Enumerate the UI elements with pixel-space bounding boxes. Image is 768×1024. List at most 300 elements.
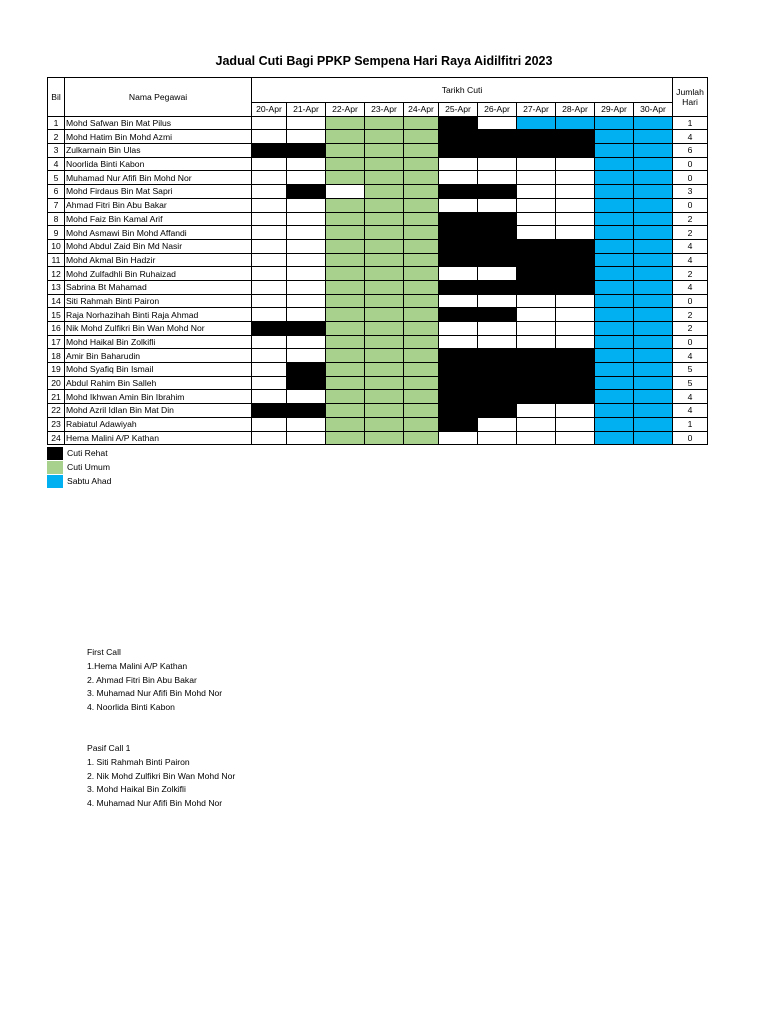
cuti-umum-cell bbox=[365, 144, 404, 158]
leave-schedule-table bbox=[47, 77, 708, 445]
sabtu-ahad-cell bbox=[634, 404, 673, 418]
sabtu-ahad-cell bbox=[595, 226, 634, 240]
cuti-umum-cell bbox=[326, 390, 365, 404]
cuti-rehat-cell bbox=[556, 239, 595, 253]
cuti-umum-cell bbox=[365, 363, 404, 377]
employee-name: Hema Malini A/P Kathan bbox=[65, 431, 252, 445]
empty-day-cell bbox=[252, 116, 287, 130]
sabtu-ahad-cell bbox=[634, 157, 673, 171]
cuti-rehat-cell bbox=[439, 417, 478, 431]
legend-item bbox=[47, 446, 111, 460]
empty-day-cell bbox=[556, 322, 595, 336]
empty-day-cell bbox=[252, 239, 287, 253]
empty-day-cell bbox=[517, 431, 556, 445]
employee-name: Siti Rahmah Binti Pairon bbox=[65, 294, 252, 308]
empty-day-cell bbox=[556, 308, 595, 322]
empty-day-cell bbox=[556, 404, 595, 418]
empty-day-cell bbox=[252, 294, 287, 308]
empty-day-cell bbox=[439, 171, 478, 185]
cuti-rehat-cell bbox=[478, 390, 517, 404]
empty-day-cell bbox=[556, 185, 595, 199]
table-row bbox=[48, 239, 708, 253]
cuti-rehat-cell bbox=[478, 308, 517, 322]
cuti-rehat-cell bbox=[556, 280, 595, 294]
sabtu-ahad-cell bbox=[634, 116, 673, 130]
sabtu-ahad-cell bbox=[595, 335, 634, 349]
cuti-umum-cell bbox=[404, 322, 439, 336]
employee-name: Mohd Asmawi Bin Mohd Affandi bbox=[65, 226, 252, 240]
pasif-call-item: 1. Siti Rahmah Binti Pairon bbox=[87, 756, 190, 767]
total-days: 0 bbox=[673, 335, 708, 349]
cuti-rehat-cell bbox=[556, 349, 595, 363]
cuti-umum-cell bbox=[404, 417, 439, 431]
row-number: 15 bbox=[48, 308, 65, 322]
cuti-umum-cell bbox=[365, 376, 404, 390]
cuti-umum-cell bbox=[404, 308, 439, 322]
cuti-rehat-cell bbox=[478, 239, 517, 253]
sabtu-ahad-cell bbox=[634, 390, 673, 404]
legend-item bbox=[47, 460, 111, 474]
empty-day-cell bbox=[287, 431, 326, 445]
row-number: 4 bbox=[48, 157, 65, 171]
empty-day-cell bbox=[252, 417, 287, 431]
empty-day-cell bbox=[556, 294, 595, 308]
table-row bbox=[48, 116, 708, 130]
empty-day-cell bbox=[287, 253, 326, 267]
pasif-call-item: 4. Muhamad Nur Afifi Bin Mohd Nor bbox=[87, 798, 223, 809]
sabtu-ahad-cell bbox=[595, 144, 634, 158]
first-call-item: 4. Noorlida Binti Kabon bbox=[87, 702, 175, 713]
total-days: 2 bbox=[673, 308, 708, 322]
empty-day-cell bbox=[287, 390, 326, 404]
table-row bbox=[48, 253, 708, 267]
total-days: 0 bbox=[673, 157, 708, 171]
cuti-umum-cell bbox=[404, 431, 439, 445]
date-header: 22-Apr bbox=[326, 103, 365, 117]
empty-day-cell bbox=[517, 157, 556, 171]
cuti-umum-cell bbox=[326, 376, 365, 390]
total-days: 0 bbox=[673, 294, 708, 308]
cuti-rehat-cell bbox=[517, 363, 556, 377]
employee-name: Muhamad Nur Afifi Bin Mohd Nor bbox=[65, 171, 252, 185]
sabtu-ahad-cell bbox=[595, 280, 634, 294]
cuti-umum-cell bbox=[404, 349, 439, 363]
table-row bbox=[48, 322, 708, 336]
empty-day-cell bbox=[556, 335, 595, 349]
sabtu-ahad-cell bbox=[634, 280, 673, 294]
employee-name: Amir Bin Baharudin bbox=[65, 349, 252, 363]
empty-day-cell bbox=[252, 363, 287, 377]
cuti-rehat-cell bbox=[252, 322, 287, 336]
sabtu-ahad-cell bbox=[595, 198, 634, 212]
cuti-rehat-cell bbox=[439, 376, 478, 390]
cuti-umum-cell bbox=[365, 349, 404, 363]
table-row bbox=[48, 157, 708, 171]
cuti-umum-cell bbox=[326, 294, 365, 308]
table-row bbox=[48, 404, 708, 418]
empty-day-cell bbox=[478, 322, 517, 336]
row-number: 16 bbox=[48, 322, 65, 336]
cuti-rehat-cell bbox=[252, 404, 287, 418]
cuti-rehat-cell bbox=[517, 267, 556, 281]
legend-swatch bbox=[47, 447, 63, 460]
cuti-umum-cell bbox=[365, 390, 404, 404]
empty-day-cell bbox=[517, 308, 556, 322]
table-row bbox=[48, 390, 708, 404]
cuti-umum-cell bbox=[326, 417, 365, 431]
cuti-umum-cell bbox=[326, 212, 365, 226]
table-row bbox=[48, 130, 708, 144]
cuti-rehat-cell bbox=[439, 144, 478, 158]
empty-day-cell bbox=[252, 198, 287, 212]
row-number: 23 bbox=[48, 417, 65, 431]
cuti-umum-cell bbox=[404, 267, 439, 281]
cuti-umum-cell bbox=[365, 431, 404, 445]
cuti-umum-cell bbox=[365, 212, 404, 226]
empty-day-cell bbox=[252, 226, 287, 240]
total-days: 4 bbox=[673, 404, 708, 418]
date-header: 23-Apr bbox=[365, 103, 404, 117]
cuti-rehat-cell bbox=[556, 267, 595, 281]
cuti-rehat-cell bbox=[517, 239, 556, 253]
row-number: 21 bbox=[48, 390, 65, 404]
table-row bbox=[48, 349, 708, 363]
employee-name: Rabiatul Adawiyah bbox=[65, 417, 252, 431]
cuti-umum-cell bbox=[404, 130, 439, 144]
empty-day-cell bbox=[287, 308, 326, 322]
cuti-umum-cell bbox=[326, 431, 365, 445]
cuti-umum-cell bbox=[365, 198, 404, 212]
cuti-rehat-cell bbox=[517, 376, 556, 390]
first-call-item: 3. Muhamad Nur Afifi Bin Mohd Nor bbox=[87, 688, 223, 699]
cuti-rehat-cell bbox=[478, 376, 517, 390]
row-number: 11 bbox=[48, 253, 65, 267]
empty-day-cell bbox=[252, 376, 287, 390]
cuti-umum-cell bbox=[326, 226, 365, 240]
date-header: 20-Apr bbox=[252, 103, 287, 117]
table-row bbox=[48, 267, 708, 281]
cuti-umum-cell bbox=[404, 376, 439, 390]
sabtu-ahad-cell bbox=[634, 185, 673, 199]
empty-day-cell bbox=[478, 335, 517, 349]
empty-day-cell bbox=[252, 253, 287, 267]
total-days: 4 bbox=[673, 390, 708, 404]
cuti-umum-cell bbox=[326, 130, 365, 144]
cuti-umum-cell bbox=[404, 294, 439, 308]
total-days: 0 bbox=[673, 431, 708, 445]
cuti-rehat-cell bbox=[287, 322, 326, 336]
date-header: 26-Apr bbox=[478, 103, 517, 117]
cuti-rehat-cell bbox=[556, 390, 595, 404]
cuti-umum-cell bbox=[404, 171, 439, 185]
employee-name: Mohd Safwan Bin Mat Pilus bbox=[65, 116, 252, 130]
cuti-umum-cell bbox=[365, 322, 404, 336]
legend-swatch bbox=[47, 461, 63, 474]
date-header: 30-Apr bbox=[634, 103, 673, 117]
cuti-rehat-cell bbox=[439, 130, 478, 144]
cuti-umum-cell bbox=[326, 404, 365, 418]
cuti-rehat-cell bbox=[556, 376, 595, 390]
sabtu-ahad-cell bbox=[634, 239, 673, 253]
cuti-umum-cell bbox=[404, 390, 439, 404]
total-days: 5 bbox=[673, 376, 708, 390]
cuti-rehat-cell bbox=[478, 144, 517, 158]
cuti-umum-cell bbox=[404, 185, 439, 199]
empty-day-cell bbox=[252, 212, 287, 226]
empty-day-cell bbox=[252, 267, 287, 281]
cuti-umum-cell bbox=[404, 212, 439, 226]
sabtu-ahad-cell bbox=[634, 130, 673, 144]
total-days: 4 bbox=[673, 130, 708, 144]
empty-day-cell bbox=[287, 239, 326, 253]
empty-day-cell bbox=[517, 294, 556, 308]
total-days: 1 bbox=[673, 116, 708, 130]
empty-day-cell bbox=[439, 322, 478, 336]
cuti-umum-cell bbox=[365, 185, 404, 199]
sabtu-ahad-cell bbox=[595, 417, 634, 431]
sabtu-ahad-cell bbox=[595, 431, 634, 445]
cuti-rehat-cell bbox=[517, 130, 556, 144]
empty-day-cell bbox=[252, 390, 287, 404]
sabtu-ahad-cell bbox=[634, 308, 673, 322]
sabtu-ahad-cell bbox=[595, 253, 634, 267]
empty-day-cell bbox=[252, 185, 287, 199]
empty-day-cell bbox=[252, 335, 287, 349]
row-number: 12 bbox=[48, 267, 65, 281]
sabtu-ahad-cell bbox=[595, 130, 634, 144]
empty-day-cell bbox=[287, 157, 326, 171]
empty-day-cell bbox=[287, 280, 326, 294]
employee-name: Mohd Hatim Bin Mohd Azmi bbox=[65, 130, 252, 144]
table-row bbox=[48, 363, 708, 377]
total-days: 0 bbox=[673, 198, 708, 212]
cuti-umum-cell bbox=[365, 171, 404, 185]
empty-day-cell bbox=[287, 212, 326, 226]
empty-day-cell bbox=[478, 198, 517, 212]
cuti-umum-cell bbox=[404, 363, 439, 377]
empty-day-cell bbox=[517, 171, 556, 185]
cuti-rehat-cell bbox=[439, 226, 478, 240]
row-number: 9 bbox=[48, 226, 65, 240]
empty-day-cell bbox=[287, 130, 326, 144]
sabtu-ahad-cell bbox=[595, 349, 634, 363]
cuti-umum-cell bbox=[326, 363, 365, 377]
cuti-umum-cell bbox=[404, 253, 439, 267]
table-row bbox=[48, 280, 708, 294]
row-number: 18 bbox=[48, 349, 65, 363]
cuti-rehat-cell bbox=[478, 404, 517, 418]
pasif-call-heading: Pasif Call 1 bbox=[87, 743, 131, 753]
table-row bbox=[48, 417, 708, 431]
sabtu-ahad-cell bbox=[595, 390, 634, 404]
empty-day-cell bbox=[478, 431, 517, 445]
sabtu-ahad-cell bbox=[634, 349, 673, 363]
empty-day-cell bbox=[556, 212, 595, 226]
employee-name: Mohd Syafiq Bin Ismail bbox=[65, 363, 252, 377]
cuti-rehat-cell bbox=[287, 144, 326, 158]
total-days: 3 bbox=[673, 185, 708, 199]
cuti-umum-cell bbox=[365, 157, 404, 171]
empty-day-cell bbox=[252, 280, 287, 294]
table-row bbox=[48, 376, 708, 390]
employee-name: Mohd Faiz Bin Kamal Arif bbox=[65, 212, 252, 226]
employee-name: Mohd Azril Idlan Bin Mat Din bbox=[65, 404, 252, 418]
cuti-umum-cell bbox=[326, 322, 365, 336]
legend-item bbox=[47, 474, 111, 488]
cuti-umum-cell bbox=[365, 308, 404, 322]
date-header: 28-Apr bbox=[556, 103, 595, 117]
cuti-rehat-cell bbox=[287, 376, 326, 390]
empty-day-cell bbox=[439, 431, 478, 445]
empty-day-cell bbox=[478, 116, 517, 130]
sabtu-ahad-cell bbox=[517, 116, 556, 130]
cuti-umum-cell bbox=[326, 198, 365, 212]
row-number: 17 bbox=[48, 335, 65, 349]
row-number: 13 bbox=[48, 280, 65, 294]
total-days: 4 bbox=[673, 349, 708, 363]
cuti-umum-cell bbox=[365, 335, 404, 349]
sabtu-ahad-cell bbox=[634, 171, 673, 185]
cuti-rehat-cell bbox=[478, 226, 517, 240]
cuti-umum-cell bbox=[404, 335, 439, 349]
sabtu-ahad-cell bbox=[595, 404, 634, 418]
total-days: 4 bbox=[673, 239, 708, 253]
cuti-umum-cell bbox=[365, 239, 404, 253]
cuti-rehat-cell bbox=[439, 404, 478, 418]
cuti-rehat-cell bbox=[478, 253, 517, 267]
empty-day-cell bbox=[439, 335, 478, 349]
row-number: 5 bbox=[48, 171, 65, 185]
row-number: 2 bbox=[48, 130, 65, 144]
row-number: 14 bbox=[48, 294, 65, 308]
row-number: 1 bbox=[48, 116, 65, 130]
sabtu-ahad-cell bbox=[595, 267, 634, 281]
row-number: 6 bbox=[48, 185, 65, 199]
empty-day-cell bbox=[287, 335, 326, 349]
row-number: 19 bbox=[48, 363, 65, 377]
table-row bbox=[48, 335, 708, 349]
empty-day-cell bbox=[517, 226, 556, 240]
first-call-item: 2. Ahmad Fitri Bin Abu Bakar bbox=[87, 674, 197, 685]
cuti-rehat-cell bbox=[517, 349, 556, 363]
sabtu-ahad-cell bbox=[595, 308, 634, 322]
sabtu-ahad-cell bbox=[634, 253, 673, 267]
first-call-heading: First Call bbox=[87, 647, 121, 657]
date-header: 21-Apr bbox=[287, 103, 326, 117]
employee-name: Mohd Akmal Bin Hadzir bbox=[65, 253, 252, 267]
date-header: 29-Apr bbox=[595, 103, 634, 117]
cuti-umum-cell bbox=[326, 335, 365, 349]
table-row bbox=[48, 171, 708, 185]
total-days: 2 bbox=[673, 226, 708, 240]
cuti-rehat-cell bbox=[478, 185, 517, 199]
empty-day-cell bbox=[252, 157, 287, 171]
cuti-rehat-cell bbox=[517, 253, 556, 267]
empty-day-cell bbox=[517, 404, 556, 418]
sabtu-ahad-cell bbox=[556, 116, 595, 130]
empty-day-cell bbox=[556, 431, 595, 445]
total-days: 4 bbox=[673, 253, 708, 267]
employee-name: Ahmad Fitri Bin Abu Bakar bbox=[65, 198, 252, 212]
empty-day-cell bbox=[517, 198, 556, 212]
cuti-umum-cell bbox=[404, 226, 439, 240]
cuti-rehat-cell bbox=[478, 212, 517, 226]
sabtu-ahad-cell bbox=[595, 185, 634, 199]
empty-day-cell bbox=[478, 267, 517, 281]
cuti-rehat-cell bbox=[287, 404, 326, 418]
cuti-umum-cell bbox=[326, 171, 365, 185]
date-header: 27-Apr bbox=[517, 103, 556, 117]
cuti-umum-cell bbox=[326, 253, 365, 267]
cuti-rehat-cell bbox=[517, 390, 556, 404]
total-days: 1 bbox=[673, 417, 708, 431]
table-row bbox=[48, 431, 708, 445]
cuti-umum-cell bbox=[365, 253, 404, 267]
sabtu-ahad-cell bbox=[634, 294, 673, 308]
empty-day-cell bbox=[556, 171, 595, 185]
sabtu-ahad-cell bbox=[634, 431, 673, 445]
cuti-umum-cell bbox=[404, 404, 439, 418]
pasif-call-item: 3. Mohd Haikal Bin Zolkifli bbox=[87, 784, 186, 795]
empty-day-cell bbox=[439, 157, 478, 171]
cuti-rehat-cell bbox=[439, 239, 478, 253]
cuti-umum-cell bbox=[326, 308, 365, 322]
cuti-rehat-cell bbox=[439, 349, 478, 363]
empty-day-cell bbox=[478, 171, 517, 185]
row-number: 8 bbox=[48, 212, 65, 226]
cuti-umum-cell bbox=[326, 116, 365, 130]
table-row bbox=[48, 212, 708, 226]
cuti-rehat-cell bbox=[439, 116, 478, 130]
empty-day-cell bbox=[252, 130, 287, 144]
cuti-rehat-cell bbox=[517, 280, 556, 294]
total-days: 6 bbox=[673, 144, 708, 158]
empty-day-cell bbox=[287, 116, 326, 130]
header-tarikh-cuti: Tarikh Cuti bbox=[252, 78, 673, 103]
empty-day-cell bbox=[287, 171, 326, 185]
empty-day-cell bbox=[556, 417, 595, 431]
employee-name: Sabrina Bt Mahamad bbox=[65, 280, 252, 294]
empty-day-cell bbox=[439, 198, 478, 212]
empty-day-cell bbox=[287, 198, 326, 212]
header-jumlah-line1: Jumlah bbox=[676, 86, 704, 97]
table-row bbox=[48, 198, 708, 212]
employee-name: Abdul Rahim Bin Salleh bbox=[65, 376, 252, 390]
employee-name: Zulkarnain Bin Ulas bbox=[65, 144, 252, 158]
employee-name: Mohd Ikhwan Amin Bin Ibrahim bbox=[65, 390, 252, 404]
empty-day-cell bbox=[287, 294, 326, 308]
legend-label: Sabtu Ahad bbox=[67, 476, 112, 486]
sabtu-ahad-cell bbox=[595, 322, 634, 336]
cuti-umum-cell bbox=[365, 280, 404, 294]
empty-day-cell bbox=[287, 417, 326, 431]
cuti-umum-cell bbox=[326, 157, 365, 171]
first-call-section bbox=[87, 646, 222, 715]
header-bil: Bil bbox=[48, 78, 65, 117]
table-row bbox=[48, 308, 708, 322]
sabtu-ahad-cell bbox=[634, 212, 673, 226]
table-row bbox=[48, 185, 708, 199]
cuti-rehat-cell bbox=[439, 390, 478, 404]
empty-day-cell bbox=[439, 294, 478, 308]
date-header: 24-Apr bbox=[404, 103, 439, 117]
cuti-umum-cell bbox=[326, 267, 365, 281]
legend-swatch bbox=[47, 475, 63, 488]
sabtu-ahad-cell bbox=[595, 376, 634, 390]
cuti-umum-cell bbox=[404, 198, 439, 212]
cuti-umum-cell bbox=[365, 417, 404, 431]
sabtu-ahad-cell bbox=[634, 198, 673, 212]
